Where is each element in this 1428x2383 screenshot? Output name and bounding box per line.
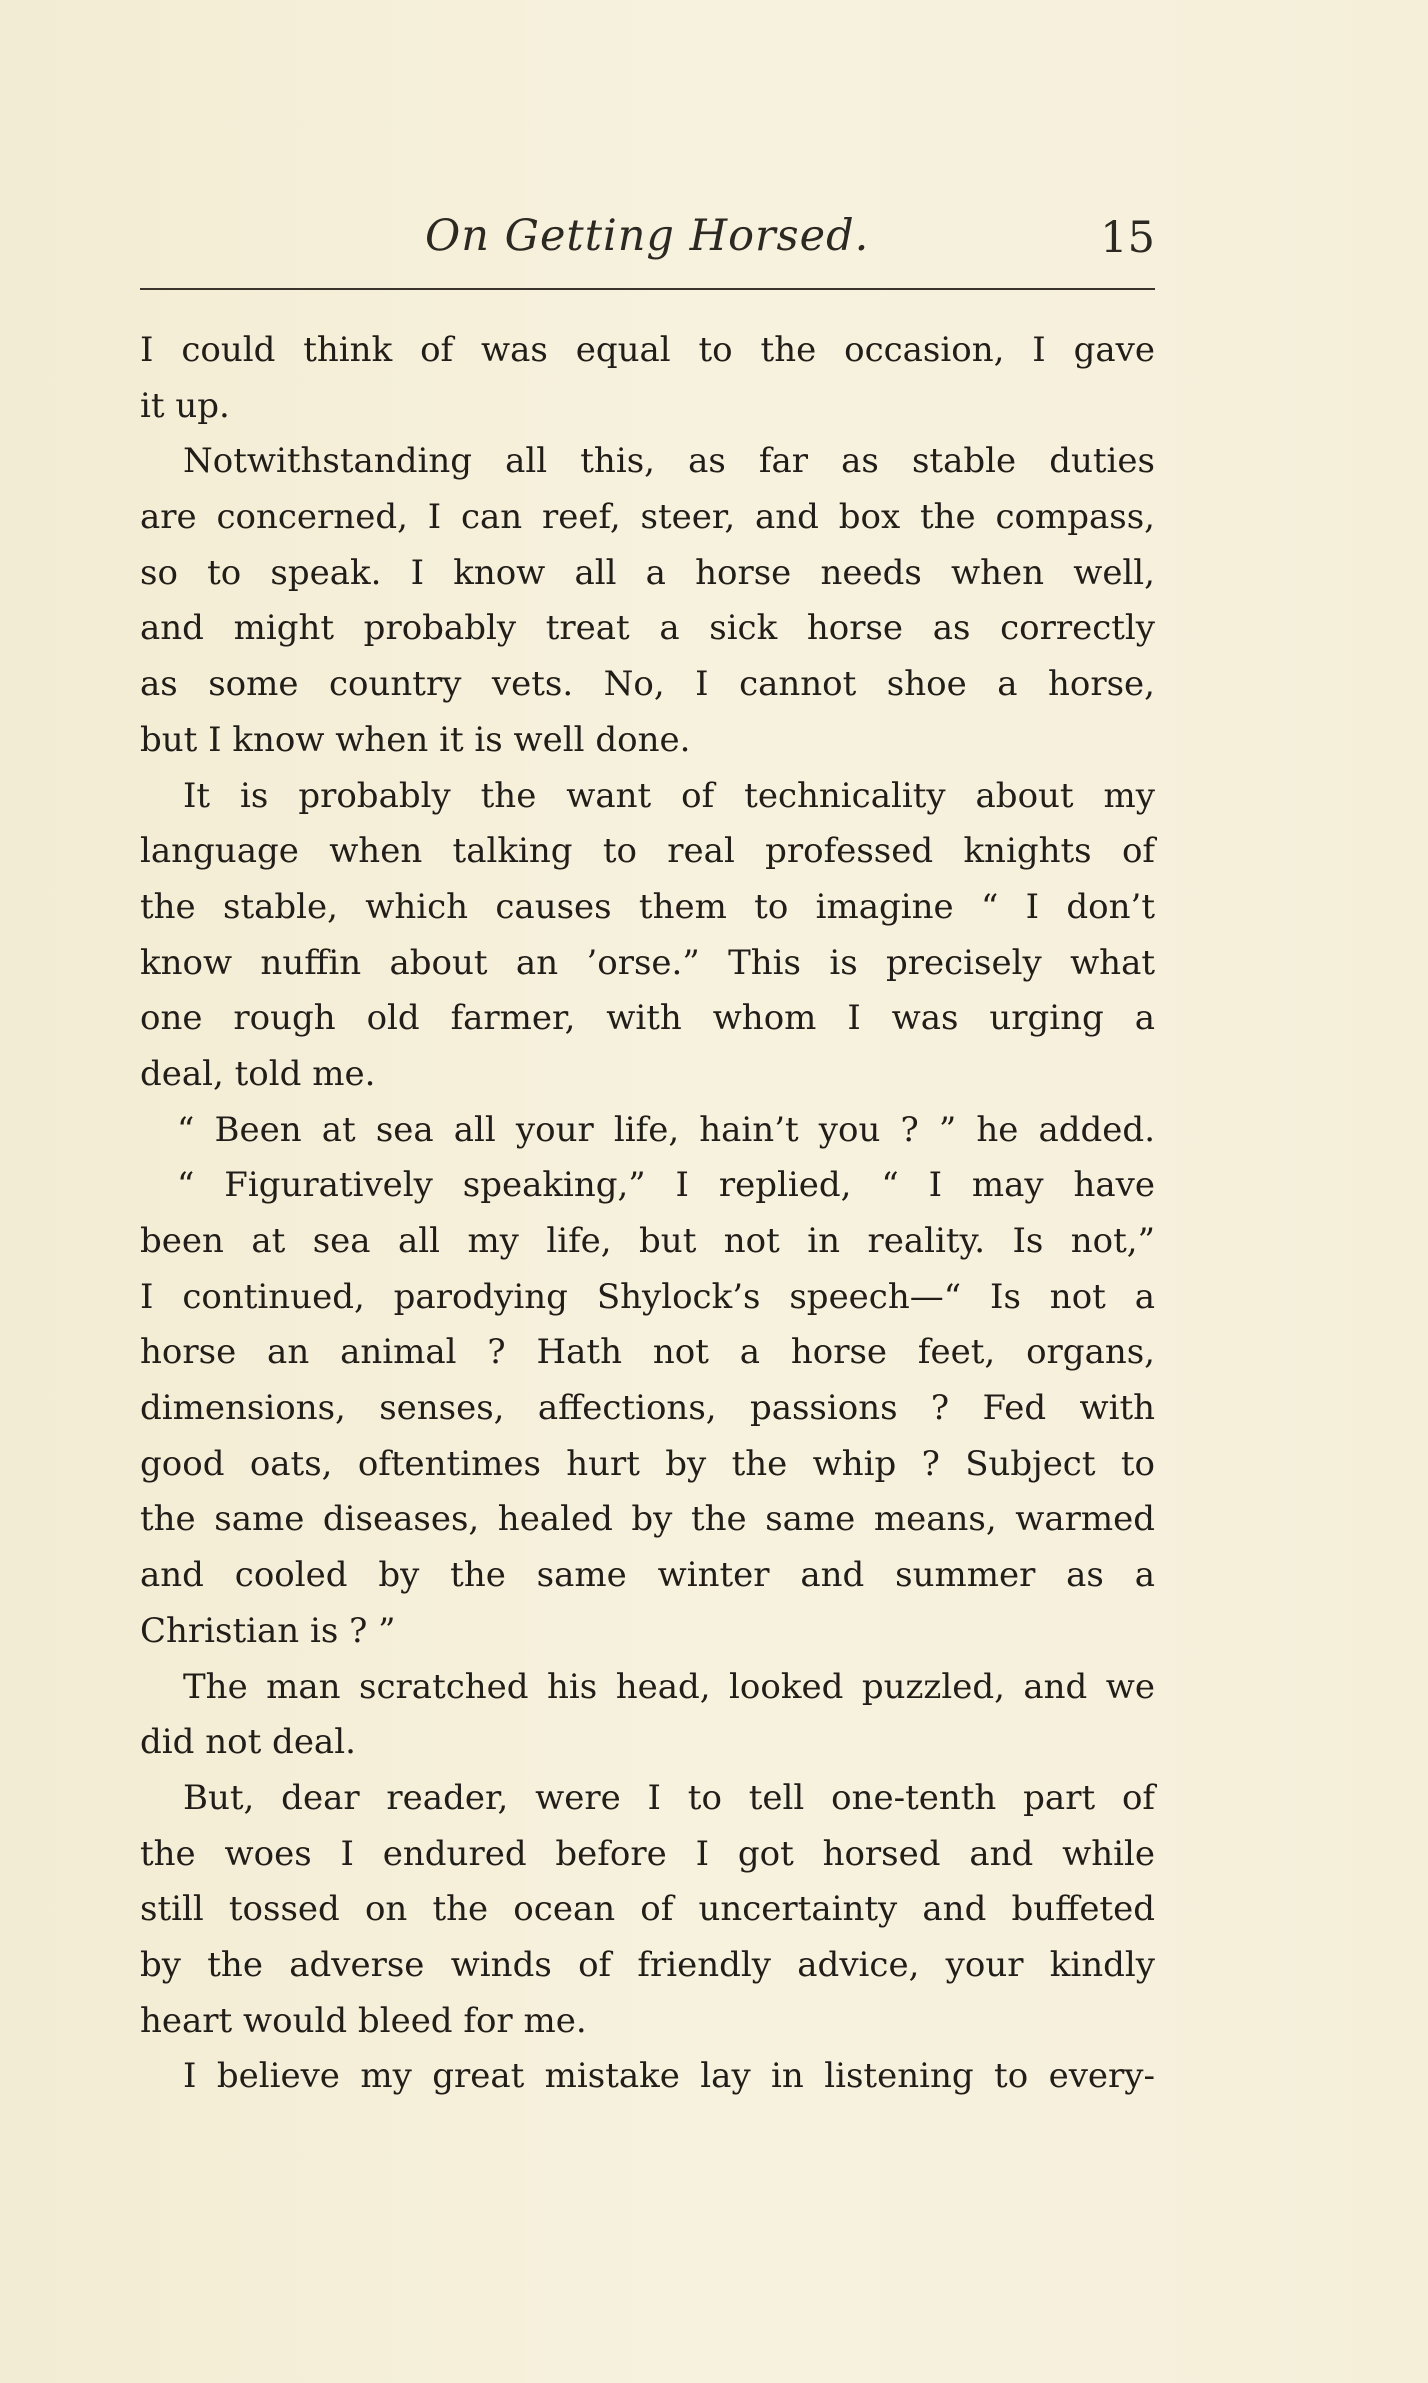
text-line: language when talking to real professed knights of xyxy=(140,831,1155,872)
text-line: Notwithstanding all this, as far as stable duties xyxy=(183,441,1155,482)
text-line: know nuffin about an ’orse.” This is precisely what xyxy=(140,942,1155,983)
text-line: I continued, parodying Shylock’s speech—“ Is not a xyxy=(140,1276,1155,1317)
header-rule xyxy=(140,288,1155,290)
page-number: 15 xyxy=(1100,213,1155,263)
text-line: I could think of was equal to the occasion, I gave xyxy=(140,330,1155,370)
text-line: still tossed on the ocean of uncertainty and buffeted xyxy=(140,1889,1155,1930)
text-line: the same diseases, healed by the same means, warmed xyxy=(140,1499,1155,1540)
text-line: so to speak. I know all a horse needs when well, xyxy=(140,552,1155,593)
running-title: On Getting Horsed. xyxy=(425,211,870,261)
text-line: But, dear reader, were I to tell one-tenth part of xyxy=(183,1777,1155,1818)
text-line: good oats, oftentimes hurt by the whip ? Subject to xyxy=(140,1443,1155,1484)
text-line: it up. xyxy=(140,385,230,426)
text-line: the stable, which causes them to imagine “ I don’t xyxy=(140,886,1155,927)
text-line: Christian is ? ” xyxy=(140,1610,396,1651)
text-line: and might probably treat a sick horse as correctly xyxy=(140,608,1155,649)
page-header xyxy=(140,206,1155,266)
text-line: the woes I endured before I got horsed and while xyxy=(140,1833,1155,1874)
body-text xyxy=(140,323,1155,2105)
text-line: by the adverse winds of friendly advice, your kindly xyxy=(140,1944,1155,1985)
text-line: one rough old farmer, with whom I was urging a xyxy=(140,998,1155,1039)
text-line: “ Been at sea all your life, hain’t you ? ” he added. xyxy=(177,1109,1155,1150)
text-line: are concerned, I can reef, steer, and box the compass, xyxy=(140,497,1155,538)
text-line: heart would bleed for me. xyxy=(140,2000,587,2041)
text-line: horse an animal ? Hath not a horse feet, organs, xyxy=(140,1332,1155,1373)
text-line: “ Figuratively speaking,” I replied, “ I may have xyxy=(177,1165,1155,1206)
text-line: deal, told me. xyxy=(140,1053,376,1094)
text-line: It is probably the want of technicality about my xyxy=(183,775,1155,816)
text-line: did not deal. xyxy=(140,1722,356,1763)
text-line: dimensions, senses, affections, passions ? Fed with xyxy=(140,1388,1155,1429)
text-line: as some country vets. No, I cannot shoe a horse, xyxy=(140,664,1155,705)
text-line: I believe my great mistake lay in listening to every- xyxy=(183,2056,1155,2097)
text-line: been at sea all my life, but not in reality. Is not,” xyxy=(140,1221,1155,1261)
text-line: The man scratched his head, looked puzzled, and we xyxy=(183,1666,1155,1707)
text-line: and cooled by the same winter and summer as a xyxy=(140,1555,1155,1596)
text-line: but I know when it is well done. xyxy=(140,719,691,760)
